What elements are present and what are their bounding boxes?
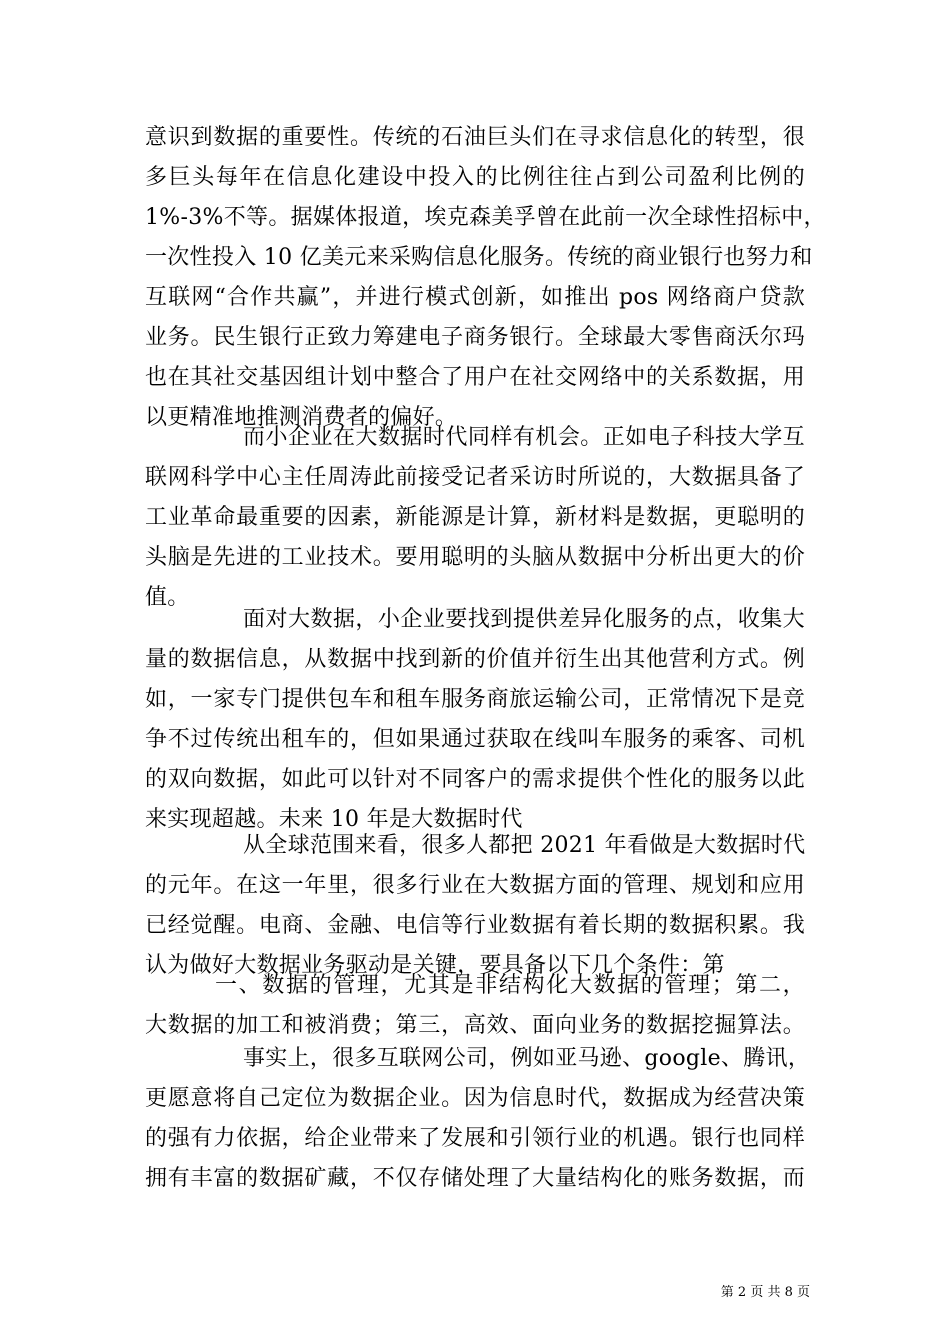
text-line: 工业革命最重要的因素，新能源是计算，新材料是数据，更聪明的 bbox=[145, 505, 805, 530]
text-line: 大数据的加工和被消费；第三，高效、面向业务的数据挖掘算法。 bbox=[145, 1013, 805, 1038]
text-line: 的元年。在这一年里，很多行业在大数据方面的管理、规划和应用 bbox=[145, 873, 805, 898]
text-line: 也在其社交基因组计划中整合了用户在社交网络中的关系数据，用 bbox=[145, 365, 805, 390]
text-line: 如，一家专门提供包车和租车服务商旅运输公司，正常情况下是竞 bbox=[145, 687, 805, 712]
text-line: 拥有丰富的数据矿藏，不仅存储处理了大量结构化的账务数据，而 bbox=[145, 1166, 805, 1191]
text-line: 而小企业在大数据时代同样有机会。正如电子科技大学互 bbox=[243, 425, 805, 450]
text-line: 从全球范围来看，很多人都把 2021 年看做是大数据时代 bbox=[243, 833, 806, 858]
text-line: 争不过传统出租车的，但如果通过获取在线叫车服务的乘客、司机 bbox=[145, 727, 805, 752]
text-line: 一次性投入 10 亿美元来采购信息化服务。传统的商业银行也努力和 bbox=[145, 245, 813, 270]
text-line: 1%-3%不等。据媒体报道，埃克森美孚曾在此前一次全球性招标中， bbox=[145, 205, 826, 230]
text-line: 已经觉醒。电商、金融、电信等行业数据有着长期的数据积累。我 bbox=[145, 913, 805, 938]
text-line: 联网科学中心主任周涛此前接受记者采访时所说的，大数据具备了 bbox=[145, 465, 805, 490]
text-line: 的双向数据，如此可以针对不同客户的需求提供个性化的服务以此 bbox=[145, 767, 805, 792]
text-line: 一、数据的管理，尤其是非结构化大数据的管理；第二， bbox=[215, 973, 805, 998]
text-line: 认为做好大数据业务驱动是关键，要具备以下几个条件：第 bbox=[145, 953, 725, 978]
text-line: 头脑是先进的工业技术。要用聪明的头脑从数据中分析出更大的价 bbox=[145, 545, 805, 570]
text-line: 来实现超越。未来 10 年是大数据时代 bbox=[145, 807, 523, 832]
text-line: 值。 bbox=[145, 585, 190, 610]
text-line: 更愿意将自己定位为数据企业。因为信息时代，数据成为经营决策 bbox=[145, 1086, 805, 1111]
text-line: 的强有力依据，给企业带来了发展和引领行业的机遇。银行也同样 bbox=[145, 1126, 805, 1151]
text-line: 面对大数据，小企业要找到提供差异化服务的点，收集大 bbox=[243, 607, 805, 632]
text-line: 业务。民生银行正致力筹建电子商务银行。全球最大零售商沃尔玛 bbox=[145, 325, 805, 350]
page-number: 第 2 页 共 8 页 bbox=[720, 1285, 810, 1300]
text-line: 互联网“合作共赢”，并进行模式创新，如推出 pos 网络商户贷款 bbox=[145, 285, 805, 310]
text-line: 量的数据信息，从数据中找到新的价值并衍生出其他营利方式。例 bbox=[145, 647, 805, 672]
text-line: 以更精准地推测消费者的偏好。 bbox=[145, 405, 458, 430]
text-line: 多巨头每年在信息化建设中投入的比例往往占到公司盈利比例的 bbox=[145, 165, 805, 190]
text-line: 事实上，很多互联网公司，例如亚马逊、google、腾讯， bbox=[243, 1046, 811, 1071]
text-line: 意识到数据的重要性。传统的石油巨头们在寻求信息化的转型，很 bbox=[145, 125, 805, 150]
